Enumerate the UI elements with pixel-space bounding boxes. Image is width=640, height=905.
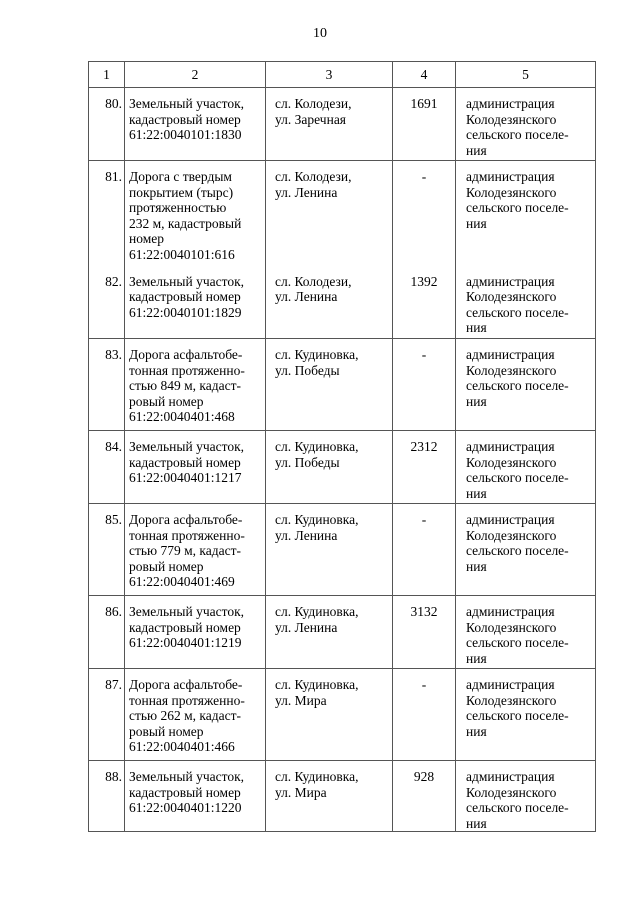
object-name-line: Дорога асфальтобе- [129, 347, 243, 362]
object-name-line: стью 262 м, кадаст- [129, 708, 242, 723]
object-name-line: Дорога с твердым [129, 169, 232, 184]
object-address-line: ул. Ленина [275, 619, 338, 635]
object-address [266, 669, 393, 761]
header-col-5: 5 [456, 62, 596, 88]
object-address [266, 431, 393, 504]
object-owner-line: Колодезянского [466, 692, 557, 708]
object-name [125, 339, 266, 431]
object-owner-line: администрация [466, 604, 555, 619]
object-name-line: 61:22:0040401:468 [129, 409, 235, 424]
object-name-line: номер [129, 231, 165, 246]
object-area-text: 3132 [410, 604, 438, 619]
object-owner-line: сельского поселе- [466, 800, 569, 815]
object-area [393, 266, 456, 339]
header-row [89, 62, 596, 88]
object-owner-line: сельского поселе- [466, 200, 569, 215]
object-owner-line: сельского поселе- [466, 635, 569, 650]
object-owner-line: Колодезянского [466, 784, 557, 800]
header-col-2: 2 [125, 62, 266, 88]
object-area [393, 504, 456, 596]
table-row [89, 669, 596, 761]
object-name-line: 61:22:0040101:1830 [129, 127, 242, 142]
object-address [266, 161, 393, 266]
object-name-line: протяженностью [129, 200, 227, 215]
object-address [266, 339, 393, 431]
object-area-text: 928 [413, 769, 435, 784]
object-address-line: сл. Кудиновка, [275, 439, 359, 454]
row-number-text: 80. [105, 96, 122, 111]
row-number-text: 88. [105, 769, 122, 784]
row-number [89, 339, 125, 431]
row-number-text: 83. [105, 347, 122, 362]
object-address-line: сл. Кудиновка, [275, 347, 359, 362]
object-owner-line: ния [466, 393, 487, 409]
object-name [125, 88, 266, 161]
object-owner-line: администрация [466, 169, 555, 184]
object-owner-line: сельского поселе- [466, 708, 569, 723]
object-name-line: 61:22:0040401:1220 [129, 800, 242, 815]
object-name-line: ровый номер [129, 393, 204, 409]
table-row [89, 596, 596, 669]
object-area-text: 1691 [410, 96, 438, 111]
object-area [393, 761, 456, 832]
object-name-line: Дорога асфальтобе- [129, 512, 243, 527]
object-owner-line: администрация [466, 769, 555, 784]
object-owner [456, 161, 596, 266]
header-col-1: 1 [89, 62, 125, 88]
object-name-line: 61:22:0040101:1829 [129, 304, 242, 320]
table-row [89, 339, 596, 431]
object-name-line: Дорога асфальтобе- [129, 677, 243, 692]
object-owner [456, 669, 596, 761]
object-address-line: ул. Ленина [275, 184, 338, 200]
object-area [393, 88, 456, 161]
object-name-line: 232 м, кадастровый [129, 215, 242, 231]
object-area-text: - [421, 347, 427, 362]
object-area-text: 2312 [410, 439, 438, 454]
object-owner [456, 431, 596, 504]
object-owner-line: Колодезянского [466, 527, 557, 543]
object-name-line: Земельный участок, [129, 273, 245, 289]
object-name [125, 161, 266, 266]
object-area [393, 596, 456, 669]
table-row [89, 266, 596, 339]
object-address-line: ул. Мира [275, 692, 327, 708]
object-name-line: тонная протяженно- [129, 692, 245, 708]
object-address [266, 761, 393, 832]
row-number [89, 431, 125, 504]
object-area [393, 669, 456, 761]
object-name-line: стью 779 м, кадаст- [129, 543, 242, 558]
object-owner-line: сельского поселе- [466, 304, 569, 320]
object-owner [456, 761, 596, 832]
object-name-line: Земельный участок, [129, 604, 245, 619]
object-name-line: кадастровый номер [129, 619, 241, 635]
object-owner-line: администрация [466, 439, 555, 454]
object-name-line: тонная протяженно- [129, 527, 245, 543]
object-owner-line: Колодезянского [466, 289, 557, 304]
object-owner-line: ния [466, 558, 487, 574]
object-owner-line: Колодезянского [466, 362, 557, 378]
table-row [89, 88, 596, 161]
object-name-line: кадастровый номер [129, 111, 241, 127]
object-owner-line: администрация [466, 273, 555, 289]
row-number-text: 85. [105, 512, 122, 527]
object-name-line: Земельный участок, [129, 439, 245, 454]
row-number [89, 88, 125, 161]
object-owner-line: сельского поселе- [466, 543, 569, 558]
object-owner [456, 88, 596, 161]
object-name [125, 596, 266, 669]
object-owner-line: ния [466, 142, 487, 158]
object-area-text: - [421, 677, 427, 692]
object-address-line: сл. Колодези, [275, 273, 352, 289]
object-owner [456, 596, 596, 669]
object-name [125, 761, 266, 832]
table-body [89, 88, 596, 832]
row-number [89, 669, 125, 761]
object-name-line: ровый номер [129, 558, 204, 574]
object-area-text: - [421, 169, 427, 184]
object-name [125, 669, 266, 761]
object-name [125, 504, 266, 596]
object-owner-line: Колодезянского [466, 184, 557, 200]
row-number [89, 161, 125, 266]
table-row [89, 161, 596, 266]
object-name-line: Земельный участок, [129, 769, 245, 784]
object-name-line: 61:22:0040401:1217 [129, 470, 242, 485]
object-name-line: стью 849 м, кадаст- [129, 378, 242, 393]
object-address [266, 88, 393, 161]
object-name-line: 61:22:0040401:469 [129, 574, 235, 589]
object-address [266, 266, 393, 339]
header-col-4: 4 [393, 62, 456, 88]
page-number: 10 [313, 26, 327, 41]
object-owner-line: администрация [466, 677, 555, 692]
row-number [89, 761, 125, 832]
object-name-line: 61:22:0040401:466 [129, 739, 235, 754]
row-number [89, 504, 125, 596]
object-area [393, 161, 456, 266]
row-number-text: 84. [105, 439, 122, 454]
object-name-line: кадастровый номер [129, 784, 241, 800]
object-address [266, 596, 393, 669]
object-name-line: тонная протяженно- [129, 362, 245, 378]
object-address-line: ул. Заречная [275, 111, 347, 127]
object-name-line: Земельный участок, [129, 96, 245, 111]
object-owner-line: администрация [466, 347, 555, 362]
object-owner-line: сельского поселе- [466, 127, 569, 142]
row-number [89, 266, 125, 339]
object-name-line: кадастровый номер [129, 454, 241, 470]
object-address-line: ул. Победы [275, 454, 340, 470]
object-name [125, 266, 266, 339]
object-address-line: ул. Ленина [275, 527, 338, 543]
object-owner-line: ния [466, 215, 487, 231]
object-owner-line: сельского поселе- [466, 378, 569, 393]
object-owner-line: администрация [466, 96, 555, 111]
object-address-line: сл. Кудиновка, [275, 512, 359, 527]
object-address-line: ул. Ленина [275, 289, 338, 304]
object-owner-line: ния [466, 485, 487, 501]
object-address-line: сл. Колодези, [275, 96, 352, 111]
header-col-3: 3 [266, 62, 393, 88]
object-name-line: ровый номер [129, 723, 204, 739]
object-owner-line: ния [466, 320, 487, 335]
row-number-text: 81. [105, 169, 122, 184]
object-name-line: 61:22:0040401:1219 [129, 635, 242, 650]
object-address-line: сл. Кудиновка, [275, 677, 359, 692]
object-area-text: 1392 [410, 273, 438, 289]
object-name [125, 431, 266, 504]
object-area-text: - [421, 512, 427, 527]
table-row [89, 504, 596, 596]
row-number-text: 87. [105, 677, 122, 692]
object-address-line: ул. Мира [275, 784, 327, 800]
property-registry-table [88, 61, 596, 832]
object-owner-line: ния [466, 650, 487, 666]
object-name-line: покрытием (тырс) [129, 184, 234, 200]
object-owner-line: Колодезянского [466, 619, 557, 635]
row-number [89, 596, 125, 669]
object-name-line: кадастровый номер [129, 289, 241, 304]
object-owner-line: ния [466, 815, 487, 831]
object-address-line: сл. Кудиновка, [275, 769, 359, 784]
row-number-text: 86. [105, 604, 122, 619]
table-row [89, 431, 596, 504]
object-owner-line: ния [466, 723, 487, 739]
table-row [89, 761, 596, 832]
object-owner [456, 504, 596, 596]
object-area [393, 339, 456, 431]
object-owner [456, 266, 596, 339]
object-address-line: сл. Кудиновка, [275, 604, 359, 619]
object-name-line: 61:22:0040101:616 [129, 246, 235, 262]
object-owner-line: сельского поселе- [466, 470, 569, 485]
object-owner [456, 339, 596, 431]
object-address-line: ул. Победы [275, 362, 340, 378]
object-owner-line: Колодезянского [466, 111, 557, 127]
object-address [266, 504, 393, 596]
row-number-text: 82. [105, 273, 122, 289]
object-owner-line: Колодезянского [466, 454, 557, 470]
object-owner-line: администрация [466, 512, 555, 527]
object-area [393, 431, 456, 504]
object-address-line: сл. Колодези, [275, 169, 352, 184]
